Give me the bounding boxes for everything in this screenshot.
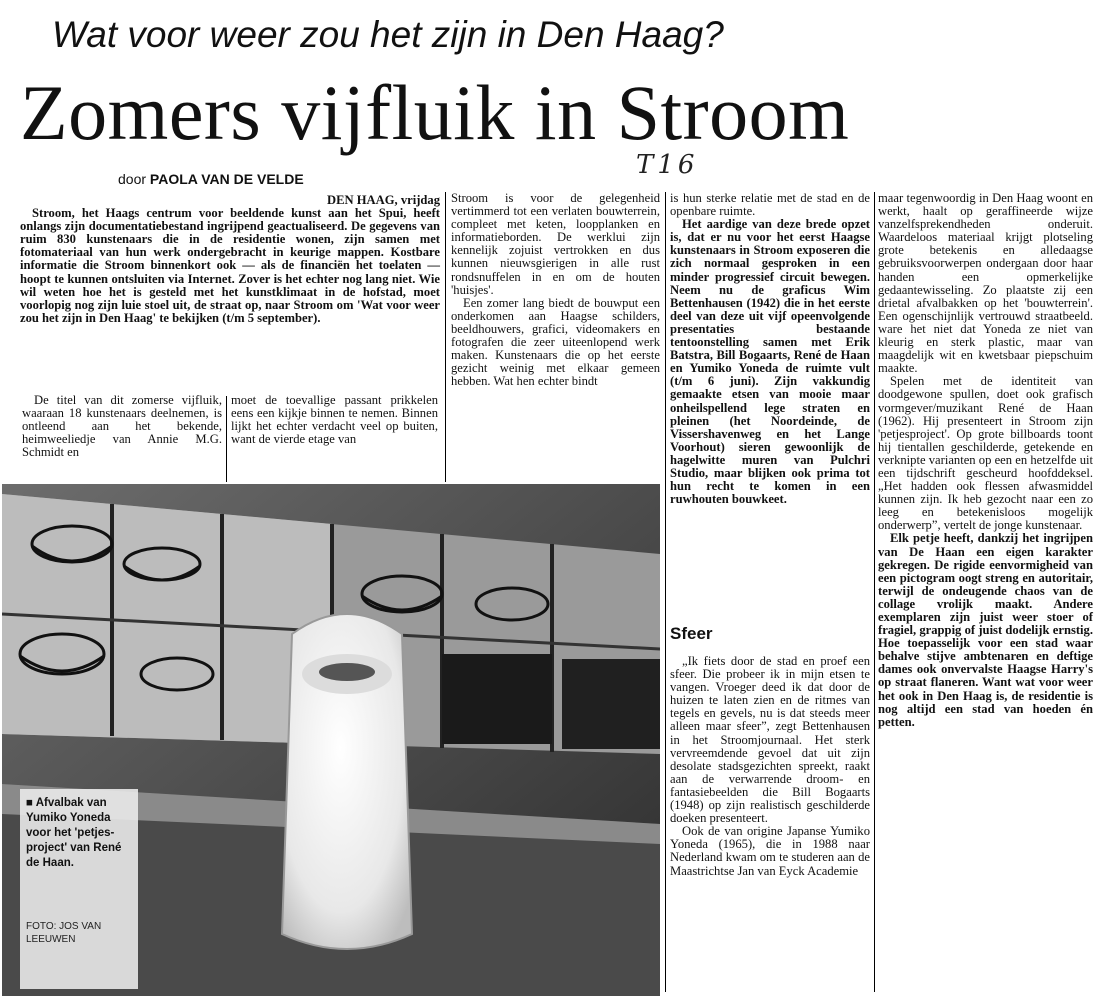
paragraph: Stroom is voor de gelegenheid vertimmerd tot een verlaten bouwterrein, compleet met keten, loopplanken en informatieborden. De werklui zijn kennelijk zojuist vertrokken en dus kunnen nieuwsgierigen in alle rust rondsnuffelen in en om de houten 'huisjes'. [451, 191, 660, 297]
paragraph: Ook de van origine Japanse Yumiko Yoneda (1965), die in 1988 naar Nederland kwam om te studeren aan de Maastrichtse Jan van Eyck Academie [670, 824, 870, 878]
column-1 [22, 394, 222, 459]
paragraph: Spelen met de identiteit van doodgewone spullen, doet ook grafisch vormgever/muzikant René de Haan (1962). Hij presenteert in Stroom zijn 'petjesproject'. Op grote billboards toont hij tientallen geschilderde, getekende en verknipte varianten op een en hetzelfde uit een tijdschrift gescheurd hoofddeksel. „Het hadden ook flessen afwasmiddel kunnen zijn. Ik heb gezocht naar een zo leeg en betekenisloos mogelijk onderwerp”, vertelt de jonge kunstenaar. [878, 374, 1093, 533]
paragraph: moet de toevallige passant prikkelen eens een kijkje binnen te nemen. Binnen lijkt het echter verdacht veel op buiten, want de vierde etage van [231, 393, 438, 447]
column-rule [226, 396, 227, 482]
column-5 [878, 192, 1093, 729]
column-rule [445, 192, 446, 482]
paragraph: is hun sterke relatie met de stad en de openbare ruimte. [670, 191, 870, 219]
byline [118, 171, 304, 187]
paragraph: „Ik fiets door de stad en proef een sfeer. Die probeer ik in mijn etsen te vangen. Vroeger deed ik dat door de huizen te laten zien en de ritmes van tegels en gevels, nu is dat steeds meer alleen maar sfeer”, zegt Bettenhausen in het Stroomjournaal. Het sterk vervreemdende gevoel dat uit zijn desolate stadsgezichten spreekt, raakt aan de verwarrende droom- en fantasiebeelden die Bill Bogaarts (1948) op zijn realistisch geschilderde doeken presenteert. [670, 654, 870, 826]
handwritten-note: T16 [636, 150, 699, 180]
dateline: DEN HAAG, vrijdag [327, 193, 440, 207]
paragraph: Een zomer lang biedt de bouwput een onderkomen aan Haagse schilders, beeldhouwers, grafici, videomakers en fotografen die zeer uiteenlopend werk maken. Kunstenaars die op het eerste gezicht weinig met elkaar gemeen hebben. Wat hen echter bindt [451, 295, 660, 389]
paragraph: maar tegenwoordig in Den Haag woont en werkt, haalt op geraffineerde wijze vanzelfsprekendheden onderuit. Waardeloos materiaal krijgt plotseling grote betekenis en alledaagse gebruiksvoorwerpen ondergaan door haar handen een opmerkelijke gedaantewisseling. Zo plaatste zij een drietal afvalbakken op het 'bouwterrein'. Een ogenschijnlijk vertrouwd straatbeeld. ware het niet dat Yoneda ze niet van kleurig en sterk plastic, maar van maagdelijk wit en kwetsbaar piepschuim maakte. [878, 191, 1093, 376]
column-2 [231, 394, 438, 446]
subhead-sfeer: Sfeer [670, 624, 713, 643]
kicker: Wat voor weer zou het zijn in Den Haag? [52, 14, 724, 55]
photo-credit: FOTO: JOS VAN LEEUWEN [26, 921, 102, 945]
paragraph: De titel van dit zomerse vijfluik, waaraan 18 kunstenaars deelnemen, is ontleend aan het bekende, heimweeliedje van Annie M.G. Schmidt en [22, 393, 222, 460]
byline-prefix: door [118, 171, 147, 187]
byline-author: PAOLA VAN DE VELDE [149, 171, 304, 187]
lede-text: Stroom, het Haags centrum voor beeldende kunst aan het Spui, heeft onlangs zijn documentatiebestand ingrijpend geactualiseerd. De gegevens van ruim 830 kunstenaars die in de residentie wonen, zijn samen met fotomateriaal van hun werk ondergebracht in keurige mappen. Kostbare informatie die Stroom binnenkort ook — als de financiën het toelaten — hoopt te kunnen ontsluiten via Internet. Zover is het echter nog lang niet. Wie wil weten hoe het is gesteld met het kunstklimaat in de hofstad, moet voorlopig nog zijn luie stoel uit, de straat op, naar Stroom om 'Wat voor weer zou het zijn in Den Haag' te bekijken (t/m 5 september). [20, 206, 440, 325]
column-4 [670, 192, 870, 506]
lede [20, 194, 440, 325]
headline: Zomers vijfluik in Stroom [20, 69, 850, 156]
column-rule [874, 192, 875, 992]
column-rule [665, 192, 666, 992]
paragraph: Het aardige van deze brede opzet is, dat er nu voor het eerst Haagse kunstenaars in Stroom exposeren die zich normaal gesproken in een minder progressief circuit bewegen. Neem nu de graficus Wim Bettenhausen (1942) die in het eerste deel van deze uit vijf opeenvolgende presentaties bestaande tentoonstelling samen met Erik Batstra, Bill Bogaarts, René de Haan en Yumiko Yoneda de ruimte vult (t/m 6 juni). Zijn vakkundig gemaakte etsen van mooie maar onheilspellend lege straten en pleinen (het Noordeinde, de Vissershavenweg en het Lange Voorhout) sieren gewoonlijk de hagelwitte muren van Pulchri Studio, maar blijken ook prima tot hun recht te komen in een ruwhouten bouwkeet. [670, 217, 870, 507]
column-4-continued [670, 655, 870, 878]
column-3 [451, 192, 660, 388]
paragraph: Elk petje heeft, dankzij het ingrijpen van De Haan een eigen karakter gekregen. De rigide eenvormigheid van een pictogram oogt streng en autoritair, terwijl de ondeugende chaos van de collage vrolijk maakt. Andere exemplaren zijn juist weer stoer of fragiel, grappig of juist dodelijk ernstig. Hoe toepasselijk voor een stad waar behalve stijve ambtenaren en deftige dames ook onvervalste Haagse Harry's op straat flaneren. Want wat voor weer het ook in Den Haag is, de residentie is nog altijd een stad van hoeden én petten. [878, 531, 1093, 729]
photo-caption: ■ Afvalbak van Yumiko Yoneda voor het 'petjes-project' van René de Haan. [26, 797, 122, 869]
